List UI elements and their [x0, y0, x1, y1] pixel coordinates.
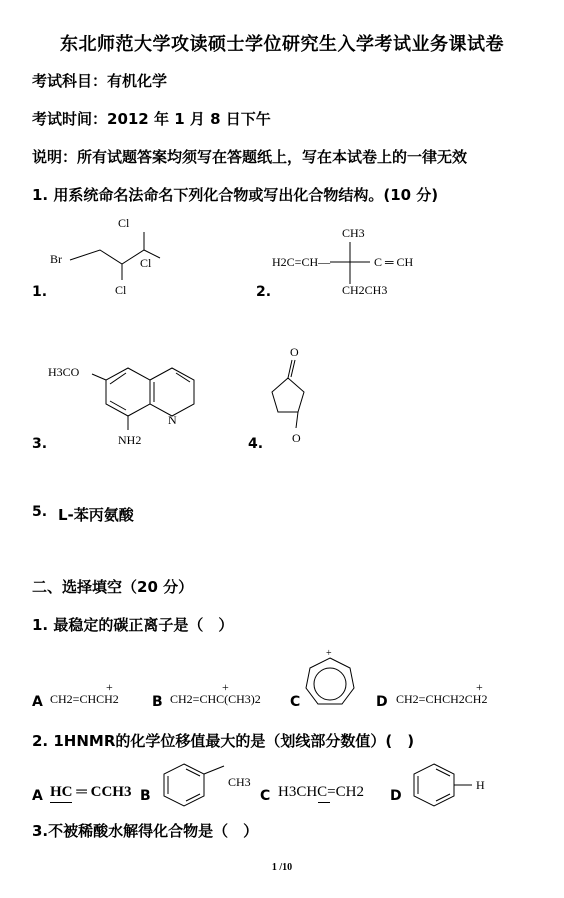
hydrogen-label: H [476, 778, 485, 792]
oxygen-label: O [292, 431, 301, 445]
nitrogen-label: N [168, 413, 177, 427]
benzene-structure [406, 760, 496, 810]
br-label: Br [50, 252, 62, 266]
section2-heading: 二、选择填空（20 分） [32, 578, 194, 596]
option-letter: A [32, 788, 43, 804]
q1-text: 1. 最稳定的碳正离子是（ ） [32, 616, 234, 634]
underline-mark [50, 802, 72, 803]
option-formula: H3CHC=CH2 [278, 784, 364, 800]
option-formula: CH2=CHCH2 [50, 692, 119, 706]
tropylium-ring [300, 648, 360, 710]
toluene-structure [156, 760, 256, 810]
methyl-label: CH3 [228, 775, 251, 789]
exam-note: 说明：所有试题答案均须写在答题纸上，写在本试卷上的一律无效 [32, 148, 468, 166]
option-letter: D [390, 788, 402, 804]
option-letter: B [140, 788, 151, 804]
compound-3-structure [40, 346, 200, 456]
vinyl-label: H2C=CH— [272, 255, 331, 269]
ethyl-label: CH2CH3 [342, 283, 388, 297]
section1-heading: 1. 用系统命名法命名下列化合物或写出化合物结构。(10 分) [32, 186, 439, 204]
methoxy-label: H3CO [48, 365, 80, 379]
option-letter: D [376, 694, 388, 710]
plus-sign: + [476, 680, 483, 694]
compound-4-structure [258, 340, 328, 450]
amino-label: NH2 [118, 433, 142, 447]
item-number: 5. [32, 504, 48, 520]
cl-label: Cl [118, 216, 130, 230]
cl-label: Cl [115, 283, 127, 297]
exam-subject: 考试科目：有机化学 [32, 72, 168, 90]
q3-text: 3.不被稀酸水解得化合物是（ ） [32, 822, 259, 840]
option-formula: CH2=CHC(CH3)2 [170, 692, 261, 706]
option-letter: A [32, 694, 43, 710]
compound-1-structure [40, 212, 170, 302]
item-number: 3. [32, 436, 48, 452]
option-letter: B [152, 694, 163, 710]
option-formula: HC ═ CCH3 [50, 784, 132, 800]
ch3-label: CH3 [342, 226, 365, 240]
item-number: 1. [32, 284, 48, 300]
plus-sign: + [222, 680, 229, 694]
cl-label: Cl [140, 256, 152, 270]
exam-time: 考试时间：2012 年 1 月 8 日下午 [32, 110, 271, 128]
item-number: 2. [256, 284, 272, 300]
compound-2-structure [270, 222, 440, 302]
plus-sign: + [326, 648, 332, 659]
option-formula: CH2=CHCH2CH2 [396, 692, 488, 706]
q2-text: 2. 1HNMR的化学位移值最大的是（划线部分数值）( ) [32, 732, 415, 750]
underline-mark [318, 802, 330, 803]
item-5-text: L-苯丙氨酸 [58, 506, 134, 524]
plus-sign: + [106, 680, 113, 694]
alkyne-label: C ═ CH [374, 255, 414, 269]
option-letter: C [260, 788, 271, 804]
page-number: 1 /10 [271, 862, 293, 873]
oxygen-label: O [290, 345, 299, 359]
page-title: 东北师范大学攻读硕士学位研究生入学考试业务课试卷 [60, 34, 504, 55]
option-letter: C [290, 694, 301, 710]
item-number: 4. [248, 436, 264, 452]
